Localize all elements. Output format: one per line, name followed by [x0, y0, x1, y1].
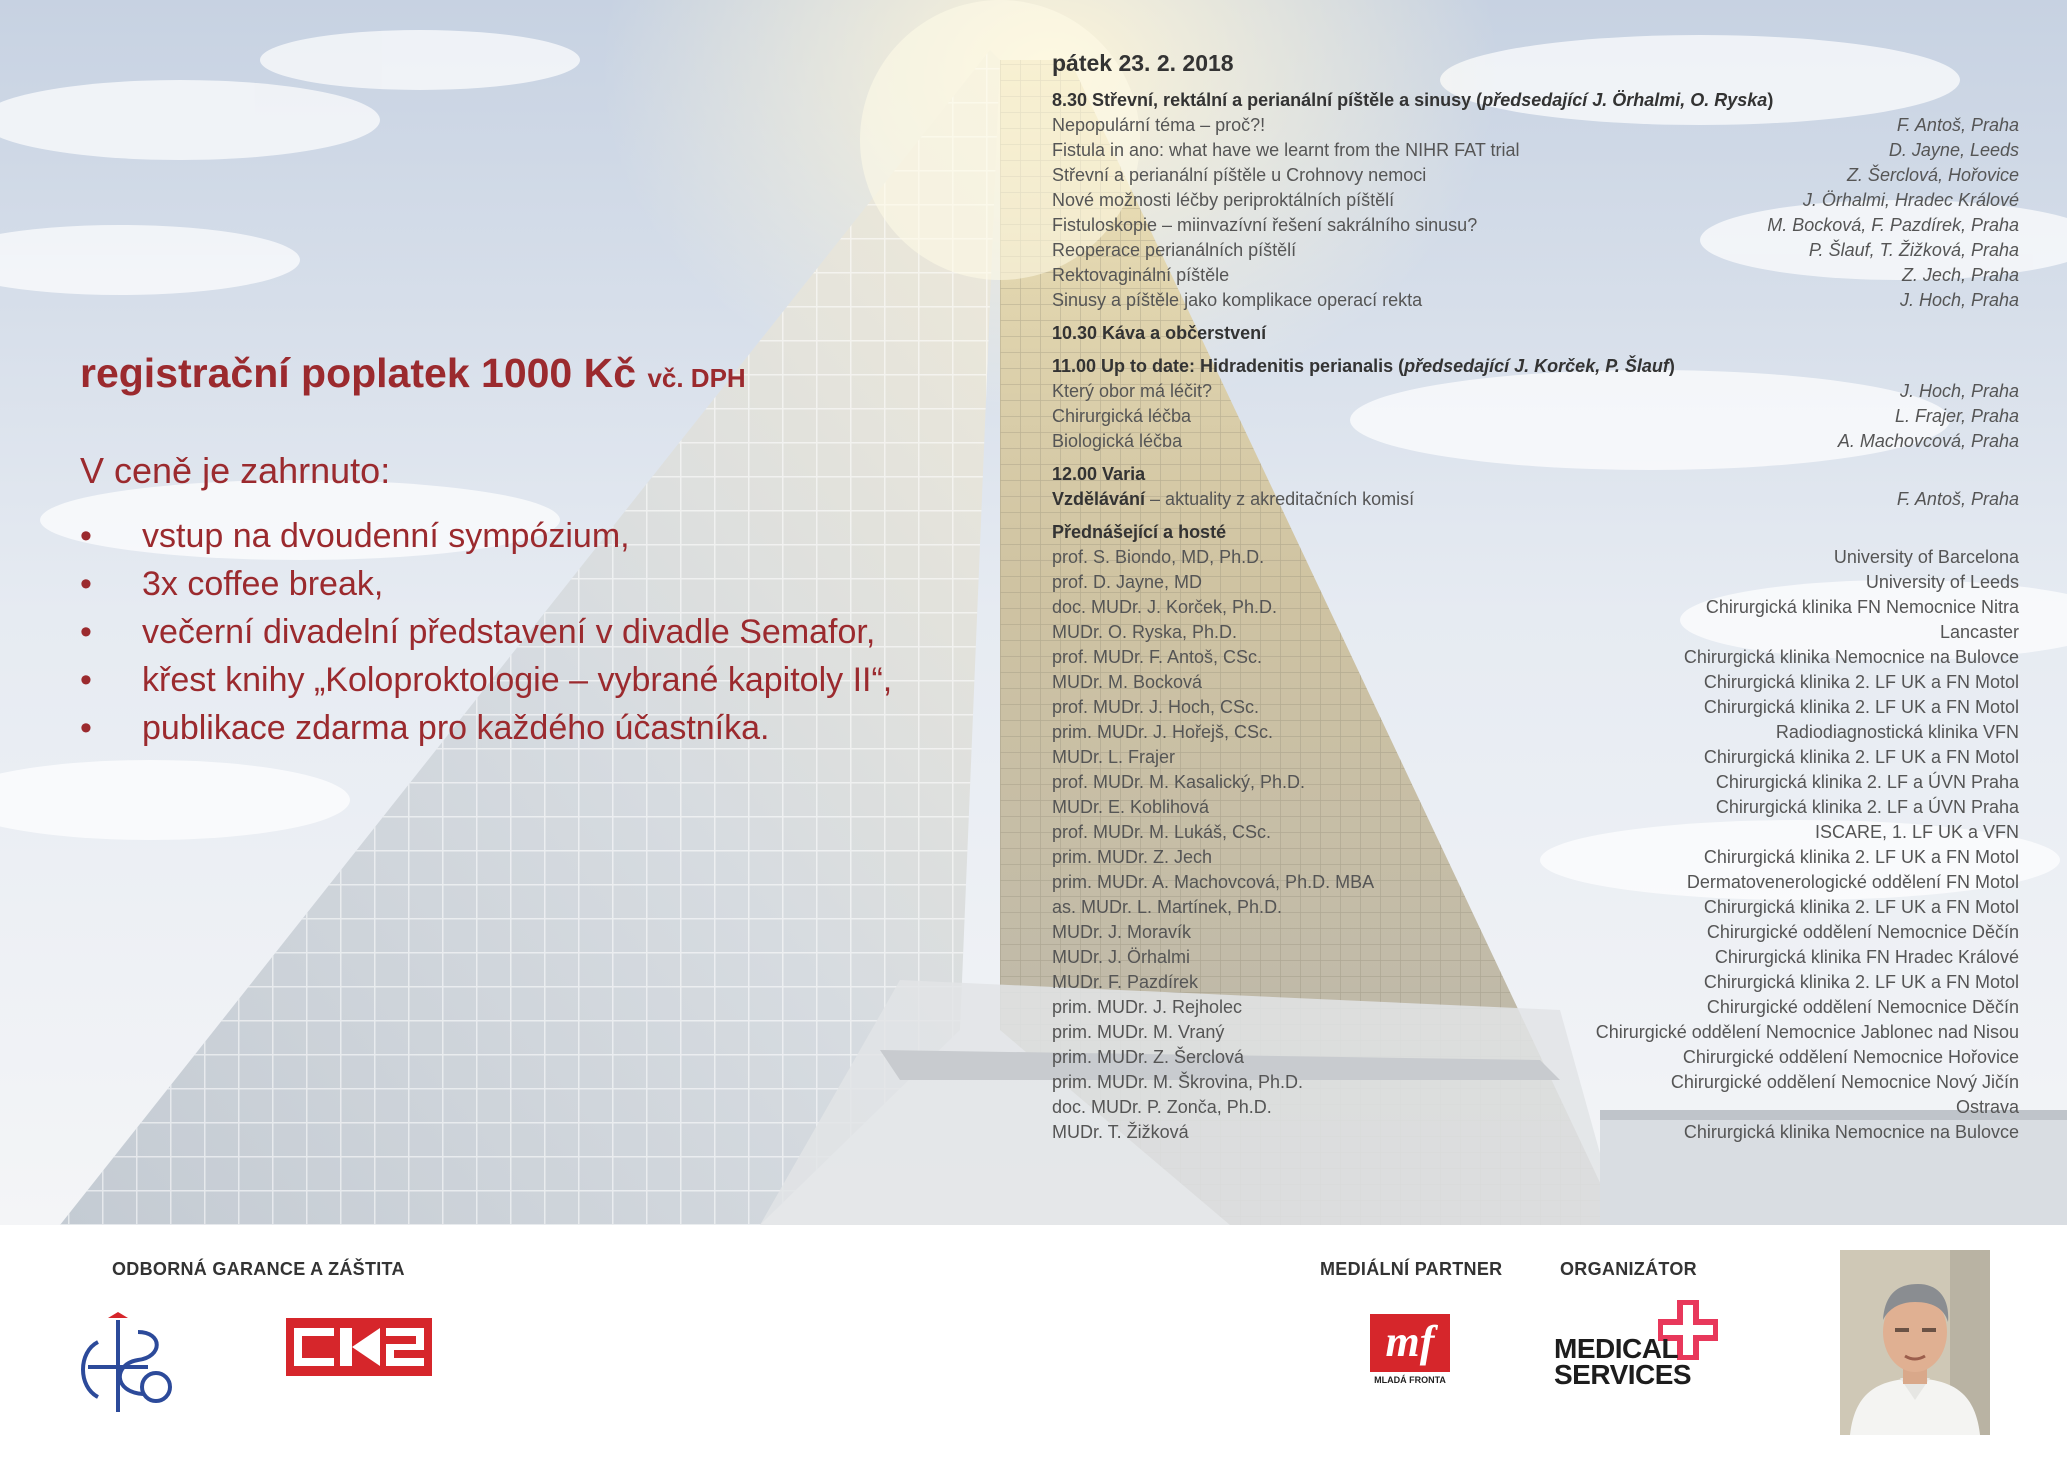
guarantee-label: ODBORNÁ GARANCE A ZÁŠTITA	[112, 1259, 405, 1279]
speaker-row	[1052, 570, 2019, 595]
speaker-row-right: Chirurgická klinika Nemocnice na Bulovce	[1683, 1122, 2019, 1142]
talk-row	[1052, 429, 2019, 454]
speaker-row	[1052, 820, 2019, 845]
portrait-photo	[1840, 1250, 1990, 1435]
speaker-row-left: MUDr. F. Pazdírek	[1052, 972, 1199, 992]
speaker-row-right: Chirurgické oddělení Nemocnice Jablonec nad Nisou	[1595, 1022, 2019, 1042]
talk-row	[1052, 404, 2019, 429]
speaker-row-right: Chirurgické oddělení Nemocnice Děčín	[1706, 997, 2019, 1017]
talk-row-right: F. Antoš, Praha	[1896, 115, 2019, 135]
society-logo	[68, 1312, 188, 1417]
speaker-row-left: prim. MUDr. M. Vraný	[1052, 1022, 1225, 1042]
organizer-label: ORGANIZÁTOR	[1560, 1259, 1697, 1279]
session1-title: 8.30 Střevní, rektální a perianální píštěle a sinusy (předsedající J. Örhalmi, O. Ryska)	[1052, 90, 1774, 110]
speaker-row-right: Chirurgická klinika 2. LF a ÚVN Praha	[1715, 797, 2019, 817]
talk-row-left: Který obor má léčit?	[1052, 381, 1213, 401]
speaker-row	[1052, 1045, 2019, 1070]
speaker-row-right: Chirurgická klinika 2. LF UK a FN Motol	[1703, 747, 2019, 767]
talk-row	[1052, 188, 2019, 213]
speaker-row-left: MUDr. L. Frajer	[1052, 747, 1176, 767]
speaker-row	[1052, 795, 2019, 820]
session1-talks	[1052, 113, 2019, 313]
speaker-row-left: prof. D. Jayne, MD	[1052, 572, 1203, 592]
talk-row	[1052, 263, 2019, 288]
talk-row	[1052, 138, 2019, 163]
speaker-row-left: MUDr. J. Örhalmi	[1052, 947, 1191, 967]
talk-row	[1052, 288, 2019, 313]
speaker-row-right: Lancaster	[1939, 622, 2019, 642]
speaker-row	[1052, 770, 2019, 795]
talk-row-left: Fistuloskopie – miinvazívní řešení sakrálního sinusu?	[1052, 215, 1478, 235]
included-item: • vstup na dvoudenní sympózium,	[80, 512, 892, 560]
session2-title: 11.00 Up to date: Hidradenitis perianalis (předsedající J. Korček, P. Šlauf)	[1052, 356, 1675, 376]
speaker-row-left: prim. MUDr. J. Rejholec	[1052, 997, 1243, 1017]
speaker-row-left: prim. MUDr. J. Hořejš, CSc.	[1052, 722, 1274, 742]
speaker-row-right: Chirurgická klinika 2. LF UK a FN Motol	[1703, 897, 2019, 917]
registration-fee	[80, 350, 746, 397]
speaker-row-right: Ostrava	[1955, 1097, 2019, 1117]
speaker-row	[1052, 1020, 2019, 1045]
speaker-row	[1052, 870, 2019, 895]
speaker-row	[1052, 645, 2019, 670]
speaker-row-right: Chirurgické oddělení Nemocnice Nový Jičín	[1670, 1072, 2019, 1092]
talk-row-left: Nové možnosti léčby periproktálních píštělí	[1052, 190, 1395, 210]
included-list	[80, 512, 892, 752]
talk-row	[1052, 163, 2019, 188]
fee-suffix: vč. DPH	[647, 363, 746, 393]
talk-row-right: A. Machovcová, Praha	[1837, 431, 2019, 451]
talk-row	[1052, 238, 2019, 263]
speaker-row-left: prof. MUDr. J. Hoch, CSc.	[1052, 697, 1260, 717]
speaker-row-left: prof. MUDr. F. Antoš, CSc.	[1052, 647, 1263, 667]
speaker-row-left: prim. MUDr. M. Škrovina, Ph.D.	[1052, 1072, 1304, 1092]
speaker-row-left: prof. MUDr. M. Lukáš, CSc.	[1052, 822, 1272, 842]
speaker-row	[1052, 995, 2019, 1020]
program-date: pátek 23. 2. 2018	[1052, 50, 1234, 76]
speaker-row-right: Chirurgická klinika Nemocnice na Bulovce	[1683, 647, 2019, 667]
speaker-row-left: doc. MUDr. P. Zonča, Ph.D.	[1052, 1097, 1272, 1117]
speakers-list	[1052, 545, 2019, 1145]
speaker-row-right: Chirurgická klinika 2. LF UK a FN Motol	[1703, 697, 2019, 717]
talk-row-right: J. Hoch, Praha	[1899, 290, 2019, 310]
speaker-row-left: MUDr. M. Bocková	[1052, 672, 1203, 692]
speakers-title: Přednášející a hosté	[1052, 522, 1227, 542]
speaker-row	[1052, 895, 2019, 920]
speaker-row	[1052, 845, 2019, 870]
speaker-row	[1052, 720, 2019, 745]
session2-talks	[1052, 379, 2019, 454]
speaker-row-right: University of Leeds	[1865, 572, 2019, 592]
talk-row-left: Sinusy a píštěle jako komplikace operací rekta	[1052, 290, 1423, 310]
speaker-row	[1052, 1095, 2019, 1120]
included-item: • publikace zdarma pro každého účastníka.	[80, 704, 892, 752]
speaker-row-left: prof. S. Biondo, MD, Ph.D.	[1052, 547, 1265, 567]
talk-row-left: Chirurgická léčba	[1052, 406, 1192, 426]
talk-row-right: Z. Šerclová, Hořovice	[1846, 165, 2019, 185]
speaker-row-right: Chirurgická klinika 2. LF UK a FN Motol	[1703, 672, 2019, 692]
speaker-row	[1052, 945, 2019, 970]
speaker-row-right: University of Barcelona	[1833, 547, 2019, 567]
talk-row	[1052, 213, 2019, 238]
speaker-row	[1052, 670, 2019, 695]
talk-row	[1052, 113, 2019, 138]
speaker-row-right: Chirurgická klinika FN Hradec Králové	[1714, 947, 2019, 967]
speaker-row-left: MUDr. O. Ryska, Ph.D.	[1052, 622, 1238, 642]
speaker-row	[1052, 1120, 2019, 1145]
speaker-row-right: Chirurgické oddělení Nemocnice Hořovice	[1682, 1047, 2019, 1067]
varia-title: 12.00 Varia	[1052, 464, 1146, 484]
speaker-row-right: Chirurgická klinika 2. LF UK a FN Motol	[1703, 847, 2019, 867]
cks-logo	[286, 1318, 432, 1376]
speaker-row-left: prim. MUDr. Z. Šerclová	[1052, 1047, 1245, 1067]
speaker-row-right: Radiodiagnostická klinika VFN	[1775, 722, 2019, 742]
talk-row-right: D. Jayne, Leeds	[1888, 140, 2019, 160]
speaker-row-right: Chirurgické oddělení Nemocnice Děčín	[1706, 922, 2019, 942]
speaker-row-right: ISCARE, 1. LF UK a VFN	[1814, 822, 2019, 842]
varia-row: Vzdělávání – aktuality z akreditačních komisí F. Antoš, Praha	[1052, 489, 2019, 509]
speaker-row-right: Chirurgická klinika 2. LF UK a FN Motol	[1703, 972, 2019, 992]
talk-row-right: J. Örhalmi, Hradec Králové	[1802, 190, 2019, 210]
speaker-row	[1052, 545, 2019, 570]
included-item: • křest knihy „Koloproktologie – vybrané kapitoly II“,	[80, 656, 892, 704]
organizer-logo: MEDICAL SERVICES	[1554, 1300, 1729, 1390]
talk-row-right: P. Šlauf, T. Žižková, Praha	[1808, 240, 2019, 260]
talk-row-left: Fistula in ano: what have we learnt from the NIHR FAT trial	[1052, 140, 1520, 160]
speaker-row	[1052, 595, 2019, 620]
coffee-break: 10.30 Káva a občerstvení	[1052, 323, 1267, 343]
talk-row-right: Z. Jech, Praha	[1901, 265, 2019, 285]
talk-row-right: L. Frajer, Praha	[1894, 406, 2019, 426]
speaker-row-left: prim. MUDr. A. Machovcová, Ph.D. MBA	[1052, 872, 1375, 892]
speaker-row-right: Dermatovenerologické oddělení FN Motol	[1686, 872, 2019, 892]
speaker-row	[1052, 920, 2019, 945]
included-item: • večerní divadelní představení v divadle Semafor,	[80, 608, 892, 656]
talk-row-left: Biologická léčba	[1052, 431, 1183, 451]
talk-row-left: Nepopulární téma – proč?!	[1052, 115, 1266, 135]
talk-row-left: Rektovaginální píštěle	[1052, 265, 1230, 285]
speaker-row-left: MUDr. T. Žižková	[1052, 1122, 1189, 1142]
speaker-row	[1052, 745, 2019, 770]
speaker-row	[1052, 695, 2019, 720]
speaker-row-left: doc. MUDr. J. Korček, Ph.D.	[1052, 597, 1278, 617]
talk-row-right: J. Hoch, Praha	[1899, 381, 2019, 401]
speaker-row-right: Chirurgická klinika FN Nemocnice Nitra	[1705, 597, 2019, 617]
included-title: V ceně je zahrnuto:	[80, 450, 391, 491]
media-partner-label: MEDIÁLNÍ PARTNER	[1320, 1259, 1503, 1279]
talk-row-left: Reoperace perianálních píštělí	[1052, 240, 1297, 260]
media-partner-logo: mf MLADÁ FRONTA	[1370, 1314, 1450, 1390]
talk-row-right: M. Bocková, F. Pazdírek, Praha	[1767, 215, 2019, 235]
speaker-row-left: prof. MUDr. M. Kasalický, Ph.D.	[1052, 772, 1306, 792]
program	[1052, 46, 2019, 1145]
speaker-row-left: as. MUDr. L. Martínek, Ph.D.	[1052, 897, 1283, 917]
speaker-row-left: prim. MUDr. Z. Jech	[1052, 847, 1213, 867]
talk-row-left: Střevní a perianální píštěle u Crohnovy nemoci	[1052, 165, 1427, 185]
speaker-row-left: MUDr. J. Moravík	[1052, 922, 1192, 942]
talk-row	[1052, 379, 2019, 404]
speaker-row	[1052, 1070, 2019, 1095]
speaker-row	[1052, 970, 2019, 995]
fee-main: registrační poplatek 1000 Kč	[80, 350, 637, 396]
included-item: • 3x coffee break,	[80, 560, 892, 608]
speaker-row-left: MUDr. E. Koblihová	[1052, 797, 1210, 817]
speaker-row	[1052, 620, 2019, 645]
speaker-row-right: Chirurgická klinika 2. LF a ÚVN Praha	[1715, 772, 2019, 792]
